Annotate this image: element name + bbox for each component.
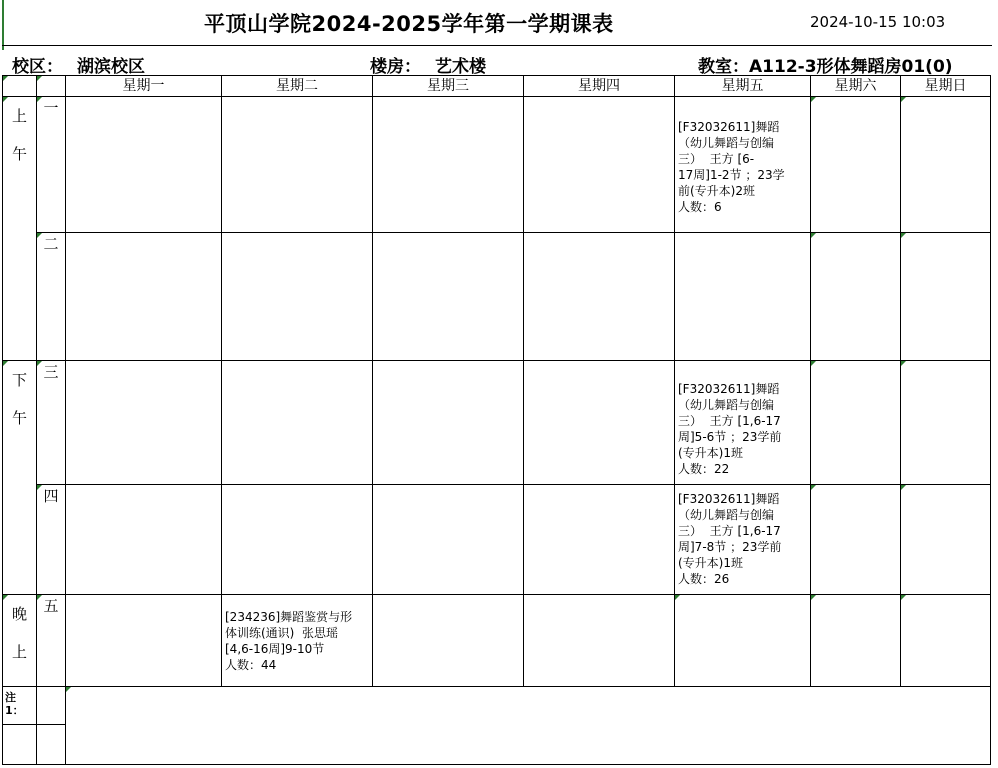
schedule-cell [901, 97, 991, 233]
slot-3 [37, 361, 66, 485]
course-cell-fri-3[interactable] [675, 361, 811, 485]
cell-marker [3, 76, 8, 81]
cell-marker [901, 233, 906, 238]
slot-row-4 [3, 485, 991, 595]
schedule-cell [524, 97, 675, 233]
note-label: 注 1： [5, 691, 24, 717]
course-cell-tue-5[interactable] [222, 595, 373, 687]
note-label-cell [3, 687, 37, 725]
slot-5 [37, 595, 66, 687]
day-header-tue: 星期二 [222, 76, 373, 97]
cell-marker [675, 595, 680, 600]
campus-info [12, 52, 145, 77]
schedule-cell [66, 595, 222, 687]
cell-marker [811, 233, 816, 238]
schedule-cell [811, 485, 901, 595]
page-title: 平顶山学院2024-2025学年第一学期课表 [204, 12, 614, 36]
cell-marker [811, 361, 816, 366]
cell-marker [37, 97, 42, 102]
course-info: [F32032611]舞蹈 （幼儿舞蹈与创编 三） 王方 [6- 17周]1-2节 ；23学 前(专升本)2班 人数：6 [678, 120, 785, 214]
room-label: 教室： [698, 57, 749, 77]
schedule-cell [66, 97, 222, 233]
building-label: 楼房： [370, 57, 421, 77]
schedule-cell [524, 595, 675, 687]
cell-marker-bar [2, 0, 4, 50]
cell-marker [37, 233, 42, 238]
period-evening-label: 晚 上 [11, 605, 27, 661]
schedule-cell [66, 485, 222, 595]
corner-cell [3, 76, 37, 97]
schedule-cell [524, 485, 675, 595]
schedule-cell [373, 485, 524, 595]
schedule-cell [901, 233, 991, 361]
schedule-cell [66, 361, 222, 485]
schedule-cell [675, 233, 811, 361]
schedule-table [2, 75, 991, 765]
slot-row-5 [3, 595, 991, 687]
note-empty-cell [3, 725, 37, 765]
note-content-cell [66, 687, 991, 765]
schedule-cell [222, 97, 373, 233]
schedule-cell [222, 361, 373, 485]
cell-marker [66, 687, 71, 692]
course-cell-fri-1[interactable] [675, 97, 811, 233]
period-afternoon-label: 下 午 [11, 371, 27, 427]
cell-marker [37, 361, 42, 366]
room-info [698, 52, 953, 77]
schedule-cell [373, 97, 524, 233]
slot-5-label: 五 [43, 597, 59, 615]
cell-marker [811, 97, 816, 102]
schedule-cell [373, 595, 524, 687]
cell-marker [811, 595, 816, 600]
cell-marker [37, 595, 42, 600]
note-spacer-cell [37, 687, 66, 725]
cell-marker [37, 76, 42, 81]
period-afternoon [3, 361, 37, 595]
print-timestamp: 2024-10-15 10:03 [810, 13, 946, 31]
period-evening [3, 595, 37, 687]
slot-1 [37, 97, 66, 233]
building-info [370, 52, 486, 77]
course-info: [F32032611]舞蹈 （幼儿舞蹈与创编 三） 王方 [1,6-17 周]5-6节 ；23学前 (专升本)1班 人数：22 [678, 382, 782, 476]
schedule-cell [222, 233, 373, 361]
day-header-row [3, 76, 991, 97]
note-row [3, 687, 991, 725]
schedule-cell [811, 233, 901, 361]
corner-cell [37, 76, 66, 97]
cell-marker [37, 485, 42, 490]
slot-4 [37, 485, 66, 595]
cell-marker [3, 361, 8, 366]
slot-2-label: 二 [43, 235, 59, 253]
course-cell-fri-4[interactable] [675, 485, 811, 595]
schedule-cell [675, 595, 811, 687]
cell-marker [901, 595, 906, 600]
schedule-cell [901, 595, 991, 687]
day-header-sat: 星期六 [811, 76, 901, 97]
schedule-cell [901, 485, 991, 595]
course-info: [F32032611]舞蹈 （幼儿舞蹈与创编 三） 王方 [1,6-17 周]7-8节 ；23学前 (专升本)1班 人数：26 [678, 492, 782, 586]
schedule-cell [811, 361, 901, 485]
day-header-fri: 星期五 [675, 76, 811, 97]
day-header-sun: 星期日 [901, 76, 991, 97]
schedule-cell [373, 233, 524, 361]
day-header-thu: 星期四 [524, 76, 675, 97]
course-info: [234236]舞蹈鉴赏与形 体训练(通识) 张思瑶 [4,6-16周]9-10节 人数：44 [225, 610, 353, 672]
slot-row-3 [3, 361, 991, 485]
period-morning [3, 97, 37, 361]
cell-marker [901, 361, 906, 366]
day-header-wed: 星期三 [373, 76, 524, 97]
cell-marker [901, 97, 906, 102]
slot-1-label: 一 [43, 99, 59, 117]
schedule-cell [811, 595, 901, 687]
schedule-cell [222, 485, 373, 595]
campus-label: 校区： [12, 57, 63, 77]
slot-row-1 [3, 97, 991, 233]
schedule-cell [524, 361, 675, 485]
slot-4-label: 四 [43, 487, 59, 505]
schedule-cell [373, 361, 524, 485]
cell-marker [3, 97, 8, 102]
period-morning-label: 上 午 [11, 107, 27, 163]
slot-row-2 [3, 233, 991, 361]
schedule-cell [524, 233, 675, 361]
header-divider [2, 45, 992, 46]
campus-value: 湖滨校区 [77, 57, 145, 77]
schedule-cell [66, 233, 222, 361]
slot-3-label: 三 [43, 363, 59, 381]
schedule-cell [901, 361, 991, 485]
room-value: A112-3形体舞蹈房01(0) [749, 57, 953, 77]
note-empty-cell [37, 725, 66, 765]
cell-marker [811, 485, 816, 490]
slot-2 [37, 233, 66, 361]
day-header-mon: 星期一 [66, 76, 222, 97]
schedule-cell [811, 97, 901, 233]
building-value: 艺术楼 [435, 57, 486, 77]
cell-marker [901, 485, 906, 490]
cell-marker [3, 595, 8, 600]
